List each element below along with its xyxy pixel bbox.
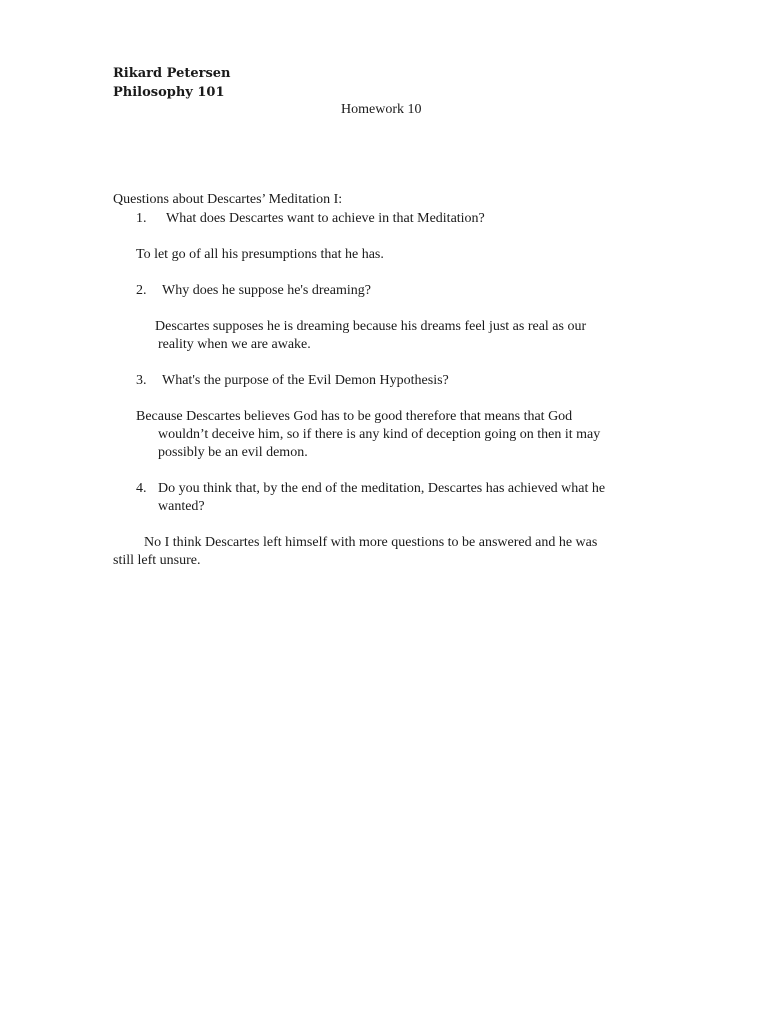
answer-3-line-3: possibly be an evil demon. xyxy=(158,445,308,460)
answer-3-line-2: wouldn’t deceive him, so if there is any kind of deception going on then it may xyxy=(158,427,601,442)
answer-4-line-2: still left unsure. xyxy=(113,553,201,568)
question-3-text: What's the purpose of the Evil Demon Hypothesis? xyxy=(162,373,449,388)
question-4-number: 4. xyxy=(136,481,147,496)
course-name: Philosophy 101 xyxy=(113,85,225,100)
question-2-number: 2. xyxy=(136,283,147,298)
student-name: Rikard Petersen xyxy=(113,66,231,81)
question-1-number: 1. xyxy=(136,211,147,226)
answer-3-line-1: Because Descartes believes God has to be good therefore that means that God xyxy=(136,409,573,424)
question-4-text-line-2: wanted? xyxy=(158,499,205,514)
answer-2-line-1: Descartes supposes he is dreaming because his dreams feel just as real as our xyxy=(155,319,587,334)
question-1-text: What does Descartes want to achieve in that Meditation? xyxy=(166,211,485,226)
document-title: Homework 10 xyxy=(341,102,422,117)
answer-4-line-1: No I think Descartes left himself with more questions to be answered and he was xyxy=(144,535,598,550)
question-3-number: 3. xyxy=(136,373,147,388)
question-4-text-line-1: Do you think that, by the end of the meditation, Descartes has achieved what he xyxy=(158,481,606,496)
question-2-text: Why does he suppose he's dreaming? xyxy=(162,283,371,298)
questions-intro: Questions about Descartes’ Meditation I: xyxy=(113,192,343,207)
answer-1-line-1: To let go of all his presumptions that he has. xyxy=(136,247,384,262)
answer-2-line-2: reality when we are awake. xyxy=(158,337,311,352)
